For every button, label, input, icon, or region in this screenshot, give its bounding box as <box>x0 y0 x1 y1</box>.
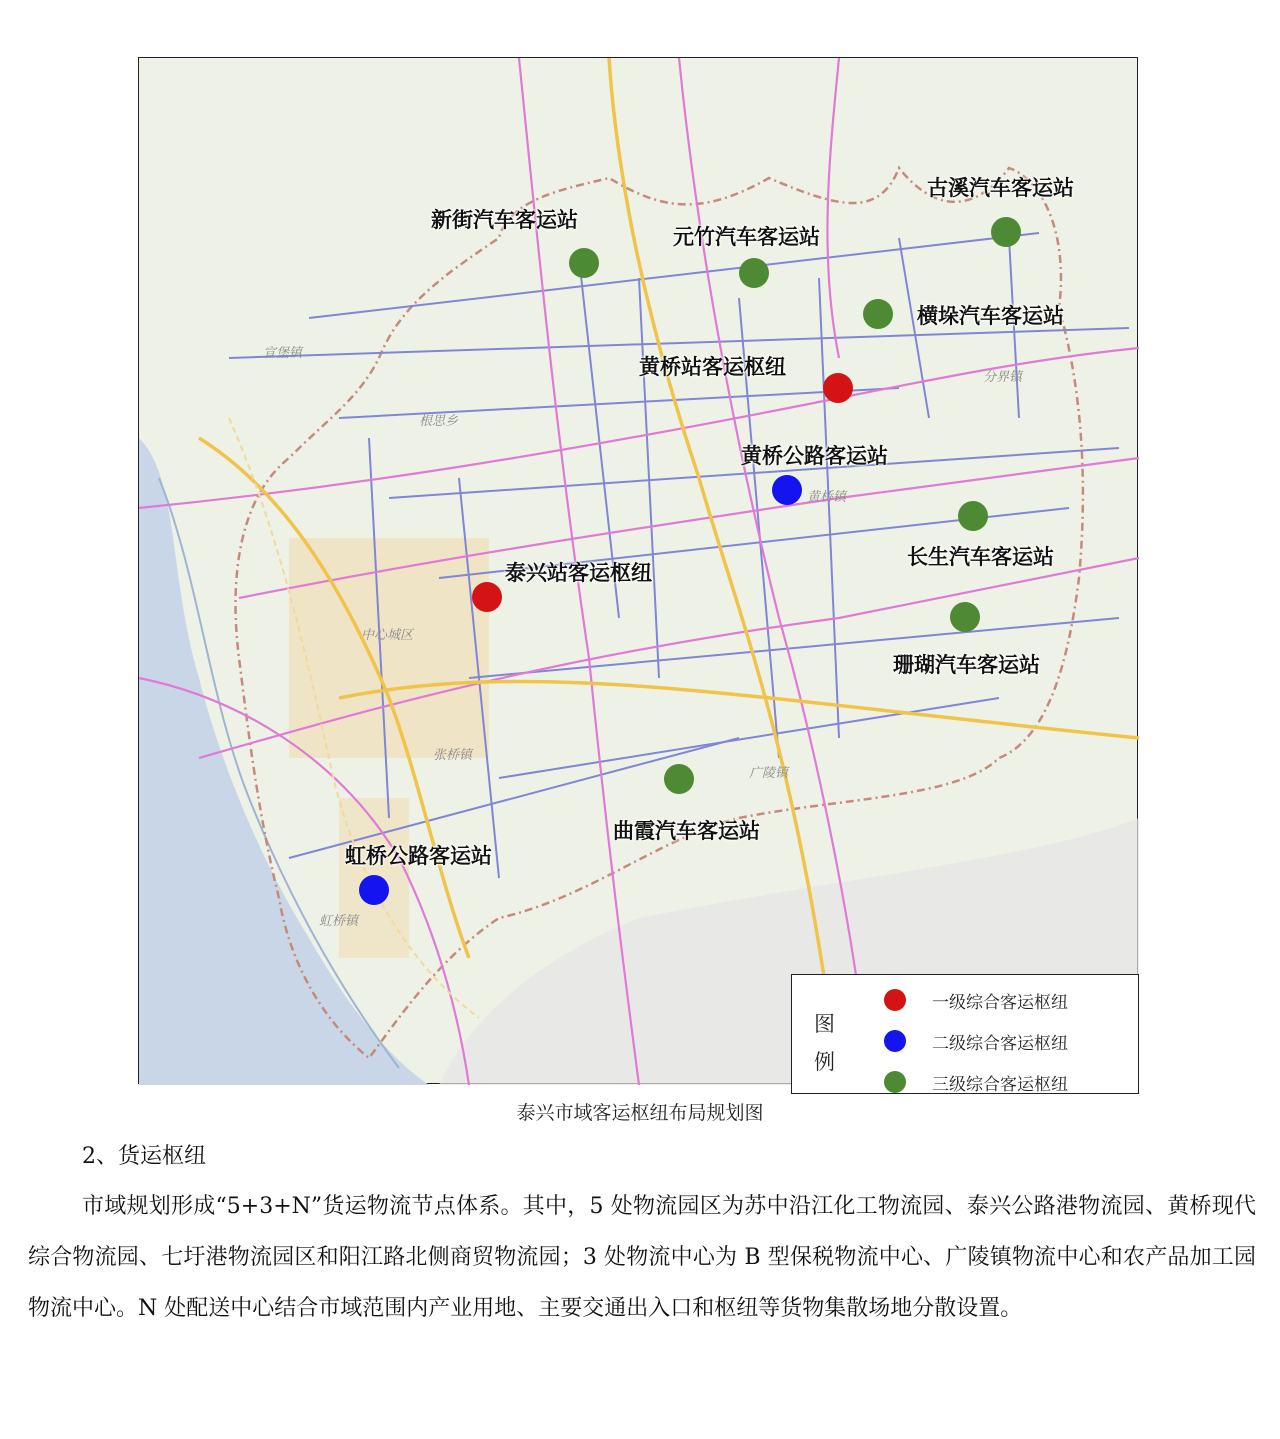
legend-title: 图例 <box>814 1012 835 1074</box>
place-label-hongqiao: 虹桥镇 <box>319 914 359 929</box>
hub-marker-huangqiao-road <box>772 475 802 505</box>
hub-label-guxi: 古溪汽车客运站 <box>927 176 1074 200</box>
section-heading: 2、货运枢纽 <box>82 1144 206 1169</box>
hub-marker-taixing-station <box>472 582 502 612</box>
hub-label-huangqiao-road: 黄桥公路客运站 <box>741 444 888 468</box>
place-label-huangqiao: 黄桥镇 <box>807 490 847 505</box>
hub-label-yuanzhu: 元竹汽车客运站 <box>673 225 820 249</box>
hub-marker-changsheng <box>958 501 988 531</box>
hub-label-taixing-station: 泰兴站客运枢纽 <box>505 561 652 585</box>
hub-label-hengduo: 横垛汽车客运站 <box>917 304 1064 328</box>
hub-label-quxia: 曲霞汽车客运站 <box>613 819 760 843</box>
place-label-gensi: 根思乡 <box>419 414 459 429</box>
legend-swatch-blue <box>884 1030 906 1052</box>
legend-item-level1 <box>884 985 1068 1015</box>
hub-marker-guxi <box>991 217 1021 247</box>
place-label-zhangqiao: 张桥镇 <box>433 748 473 763</box>
legend-label: 二级综合客运枢纽 <box>932 1033 1068 1054</box>
place-label-xuanbao: 宣堡镇 <box>263 346 303 361</box>
place-label-fenjie: 分界镇 <box>983 370 1023 385</box>
place-label-guangling: 广陵镇 <box>749 766 789 781</box>
map-legend <box>791 974 1139 1094</box>
hub-label-shanhu: 珊瑚汽车客运站 <box>893 653 1040 677</box>
legend-swatch-green <box>884 1071 906 1093</box>
body-paragraph: 市域规划形成“5+3+N”货运物流节点体系。其中，5 处物流园区为苏中沿江化工物流园、泰兴公路港物流园、黄桥现代综合物流园、七圩港物流园区和阳江路北侧商贸物流园；3 处物流中心为 B 型保税物流中心、广陵镇物流中心和农产品加工园物流中心。N 处配送中心结合市域范围内产业用地、主要交通出入口和枢纽等货物集散场地分散设置。 <box>28 1194 1256 1321</box>
hub-marker-quxia <box>664 764 694 794</box>
hub-marker-hongqiao-road <box>359 875 389 905</box>
hub-marker-xinjie <box>569 248 599 278</box>
hub-marker-yuanzhu <box>739 258 769 288</box>
map-figure <box>138 57 1138 1095</box>
hub-marker-shanhu <box>950 602 980 632</box>
legend-item-level2 <box>884 1026 1068 1056</box>
figure-caption: 泰兴市域客运枢纽布局规划图 <box>516 1102 764 1124</box>
hub-marker-hengduo <box>863 299 893 329</box>
hub-marker-huangqiao-station <box>823 373 853 403</box>
place-label-center: 中心城区 <box>361 628 414 643</box>
legend-label: 一级综合客运枢纽 <box>932 992 1068 1013</box>
legend-swatch-red <box>884 989 906 1011</box>
hub-label-xinjie: 新街汽车客运站 <box>431 208 578 232</box>
legend-label: 三级综合客运枢纽 <box>932 1074 1068 1095</box>
legend-item-level3 <box>884 1067 1068 1097</box>
hub-label-huangqiao-station: 黄桥站客运枢纽 <box>639 355 786 379</box>
hub-label-changsheng: 长生汽车客运站 <box>907 545 1054 569</box>
hub-label-hongqiao-road: 虹桥公路客运站 <box>345 844 492 868</box>
